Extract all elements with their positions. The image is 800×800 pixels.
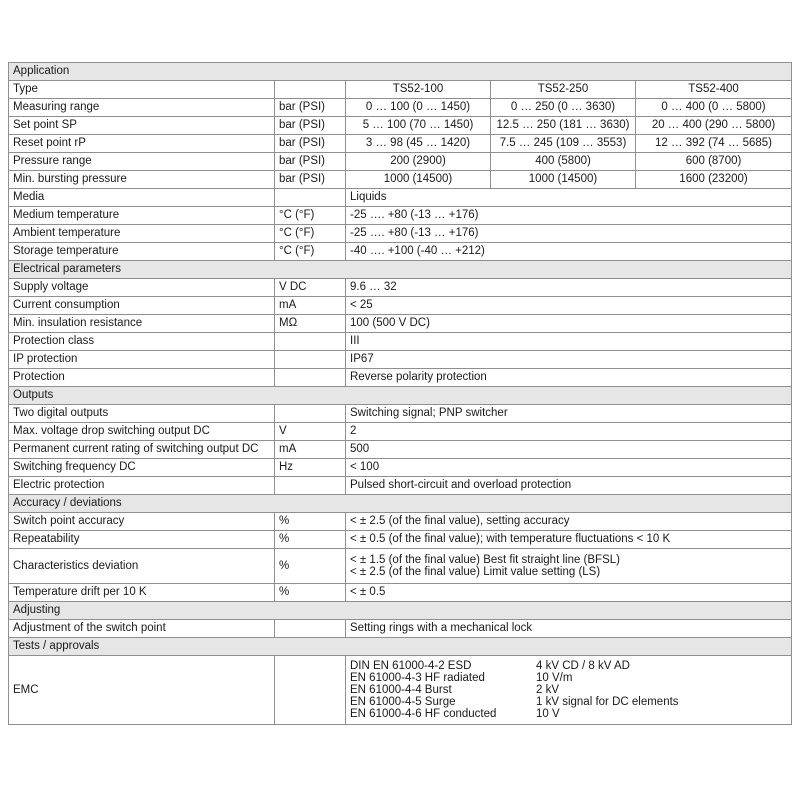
row-unit: bar (PSI): [275, 99, 346, 117]
row-value: [346, 549, 792, 584]
row-label: Reset point rP: [9, 135, 275, 153]
row-label: Adjustment of the switch point: [9, 620, 275, 638]
row-switching-frequency: [9, 459, 792, 477]
row-value: < ± 0.5 (of the final value); with temperature fluctuations < 10 K: [346, 531, 792, 549]
row-unit: %: [275, 531, 346, 549]
row-label: Set point SP: [9, 117, 275, 135]
row-value: 20 … 400 (290 … 5800): [636, 117, 792, 135]
row-type: [9, 81, 792, 99]
emc-standard: EN 61000-4-6 HF conducted: [350, 708, 497, 720]
emc-value: 10 V/m: [536, 672, 573, 684]
row-bursting-pressure: [9, 171, 792, 189]
row-digital-outputs: [9, 405, 792, 423]
row-unit: °C (°F): [275, 225, 346, 243]
row-label: Repeatability: [9, 531, 275, 549]
emc-value: 10 V: [536, 708, 560, 720]
row-value: < 25: [346, 297, 792, 315]
value-line: < ± 2.5 (of the final value) Limit value setting (LS): [350, 566, 601, 578]
row-unit: %: [275, 513, 346, 531]
row-value: 5 … 100 (70 … 1450): [346, 117, 491, 135]
row-value: -25 …. +80 (-13 … +176): [346, 207, 792, 225]
spec-table: [8, 62, 792, 725]
row-value: < ± 0.5: [346, 584, 792, 602]
row-value: 7.5 … 245 (109 … 3553): [491, 135, 636, 153]
section-title: Adjusting: [9, 602, 792, 620]
row-insulation-resistance: [9, 315, 792, 333]
section-title: Application: [9, 63, 792, 81]
row-supply-voltage: [9, 279, 792, 297]
value-line: < ± 1.5 (of the final value) Best fit straight line (BFSL): [350, 554, 620, 566]
row-label: Switching frequency DC: [9, 459, 275, 477]
row-repeatability: [9, 531, 792, 549]
row-unit: V DC: [275, 279, 346, 297]
row-value: IP67: [346, 351, 792, 369]
row-value: 400 (5800): [491, 153, 636, 171]
row-label: Measuring range: [9, 99, 275, 117]
row-value: < 100: [346, 459, 792, 477]
row-label: Storage temperature: [9, 243, 275, 261]
row-label: Current consumption: [9, 297, 275, 315]
row-temperature-drift: [9, 584, 792, 602]
emc-value: 1 kV signal for DC elements: [536, 696, 679, 708]
row-media: [9, 189, 792, 207]
row-label: Characteristics deviation: [9, 549, 275, 584]
row-label: Switch point accuracy: [9, 513, 275, 531]
row-value: III: [346, 333, 792, 351]
model-header: TS52-400: [636, 81, 792, 99]
row-storage-temperature: [9, 243, 792, 261]
row-unit: [275, 405, 346, 423]
row-label: Electric protection: [9, 477, 275, 495]
emc-standard: DIN EN 61000-4-2 ESD: [350, 660, 472, 672]
row-voltage-drop: [9, 423, 792, 441]
row-ambient-temperature: [9, 225, 792, 243]
row-unit: [275, 189, 346, 207]
row-current-rating: [9, 441, 792, 459]
section-title: Electrical parameters: [9, 261, 792, 279]
row-label: Max. voltage drop switching output DC: [9, 423, 275, 441]
model-header: TS52-100: [346, 81, 491, 99]
row-unit: °C (°F): [275, 243, 346, 261]
row-unit: bar (PSI): [275, 135, 346, 153]
row-label: Protection class: [9, 333, 275, 351]
row-label: EMC: [9, 656, 275, 725]
row-switch-point-accuracy: [9, 513, 792, 531]
section-tests: [9, 638, 792, 656]
row-electric-protection: [9, 477, 792, 495]
row-unit: [275, 477, 346, 495]
row-switch-point-adjustment: [9, 620, 792, 638]
row-value: < ± 2.5 (of the final value), setting accuracy: [346, 513, 792, 531]
emc-value: 4 kV CD / 8 kV AD: [536, 660, 630, 672]
row-unit: %: [275, 584, 346, 602]
row-medium-temperature: [9, 207, 792, 225]
row-value: 200 (2900): [346, 153, 491, 171]
row-value: Setting rings with a mechanical lock: [346, 620, 792, 638]
row-value: -40 …. +100 (-40 … +212): [346, 243, 792, 261]
row-label: Two digital outputs: [9, 405, 275, 423]
emc-standard: EN 61000-4-3 HF radiated: [350, 672, 485, 684]
row-unit: [275, 333, 346, 351]
row-value: Liquids: [346, 189, 792, 207]
section-outputs: [9, 387, 792, 405]
section-title: Accuracy / deviations: [9, 495, 792, 513]
row-set-point: [9, 117, 792, 135]
row-reset-point: [9, 135, 792, 153]
row-label: Media: [9, 189, 275, 207]
row-ip-protection: [9, 351, 792, 369]
row-protection-class: [9, 333, 792, 351]
row-measuring-range: [9, 99, 792, 117]
row-unit: [275, 369, 346, 387]
row-value: 1600 (23200): [636, 171, 792, 189]
row-unit: V: [275, 423, 346, 441]
row-unit: °C (°F): [275, 207, 346, 225]
row-label: Min. bursting pressure: [9, 171, 275, 189]
row-unit: mA: [275, 297, 346, 315]
section-title: Outputs: [9, 387, 792, 405]
emc-standard: EN 61000-4-4 Burst: [350, 684, 452, 696]
row-label: Permanent current rating of switching output DC: [9, 441, 275, 459]
row-value: -25 …. +80 (-13 … +176): [346, 225, 792, 243]
row-unit: [275, 81, 346, 99]
row-label: Medium temperature: [9, 207, 275, 225]
row-label: IP protection: [9, 351, 275, 369]
row-value: 2: [346, 423, 792, 441]
emc-list: [346, 656, 792, 725]
row-value: 600 (8700): [636, 153, 792, 171]
emc-standard: EN 61000-4-5 Surge: [350, 696, 456, 708]
row-characteristics-deviation: [9, 549, 792, 584]
row-unit: [275, 351, 346, 369]
row-value: 1000 (14500): [491, 171, 636, 189]
section-accuracy: [9, 495, 792, 513]
row-value: 0 … 250 (0 … 3630): [491, 99, 636, 117]
section-application: [9, 63, 792, 81]
row-unit: Hz: [275, 459, 346, 477]
row-value: Reverse polarity protection: [346, 369, 792, 387]
row-value: 3 … 98 (45 … 1420): [346, 135, 491, 153]
row-value: 0 … 400 (0 … 5800): [636, 99, 792, 117]
row-label: Type: [9, 81, 275, 99]
row-value: Switching signal; PNP switcher: [346, 405, 792, 423]
row-label: Supply voltage: [9, 279, 275, 297]
row-current-consumption: [9, 297, 792, 315]
row-unit: MΩ: [275, 315, 346, 333]
row-emc: [9, 656, 792, 725]
row-unit: bar (PSI): [275, 153, 346, 171]
row-value: 1000 (14500): [346, 171, 491, 189]
row-label: Pressure range: [9, 153, 275, 171]
row-unit: mA: [275, 441, 346, 459]
row-protection: [9, 369, 792, 387]
row-value: 9.6 … 32: [346, 279, 792, 297]
row-unit: %: [275, 549, 346, 584]
row-value: 12.5 … 250 (181 … 3630): [491, 117, 636, 135]
row-label: Min. insulation resistance: [9, 315, 275, 333]
row-value: 500: [346, 441, 792, 459]
row-label: Ambient temperature: [9, 225, 275, 243]
row-value: 12 … 392 (74 … 5685): [636, 135, 792, 153]
section-adjusting: [9, 602, 792, 620]
row-value: 100 (500 V DC): [346, 315, 792, 333]
section-electrical: [9, 261, 792, 279]
row-unit: [275, 620, 346, 638]
row-unit: bar (PSI): [275, 171, 346, 189]
emc-value: 2 kV: [536, 684, 560, 696]
row-label: Temperature drift per 10 K: [9, 584, 275, 602]
row-unit: [275, 656, 346, 725]
section-title: Tests / approvals: [9, 638, 792, 656]
row-unit: bar (PSI): [275, 117, 346, 135]
row-value: 0 … 100 (0 … 1450): [346, 99, 491, 117]
row-label: Protection: [9, 369, 275, 387]
model-header: TS52-250: [491, 81, 636, 99]
row-pressure-range: [9, 153, 792, 171]
row-value: Pulsed short-circuit and overload protection: [346, 477, 792, 495]
